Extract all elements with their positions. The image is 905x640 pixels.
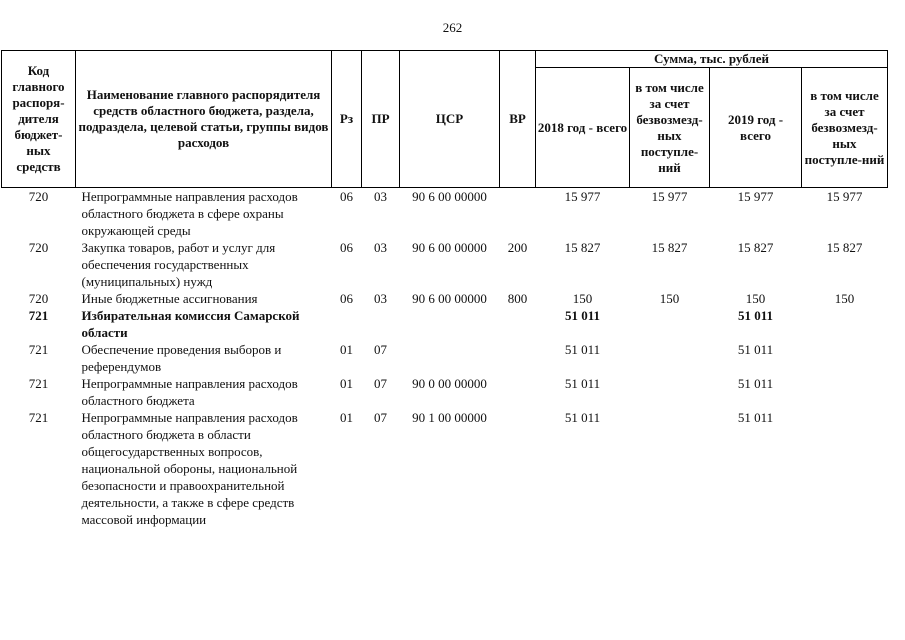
cell-vr: 800 [507,291,528,306]
cell-2019-total: 15 977 [737,189,774,204]
cell-csr: 90 0 00 00000 [412,376,487,391]
cell-pr: 03 [374,189,387,204]
cell-pr: 03 [374,240,387,255]
cell-code: 720 [28,240,49,255]
table-row [2,290,888,307]
cell-name: Непрограммные направления расходов областного бюджета в области общегосударственных вопросов, национальной обороны, национальной безопасности и правоохранительной деятельности, а также в сфере средств массовой информации [81,410,298,527]
cell-name: Обеспечение проведения выборов и референдумов [81,342,282,374]
cell-vr [500,375,536,409]
cell-2019-incl [802,307,888,341]
cell-2019-total: 51 011 [737,376,774,391]
table-row [2,409,888,528]
cell-2018-total: 51 011 [564,342,601,357]
header-2018-total: 2018 год - всего [536,68,630,188]
cell-2018-incl: 15 827 [651,240,688,255]
cell-pr: 03 [374,291,387,306]
cell-2019-total: 51 011 [737,342,774,357]
cell-code: 720 [28,291,49,306]
cell-code: 721 [28,308,49,323]
cell-name: Избирательная комиссия Самарской области [81,308,300,340]
cell-2018-incl: 15 977 [651,189,688,204]
cell-csr: 90 1 00 00000 [412,410,487,425]
cell-2018-total: 15 977 [564,189,601,204]
cell-2018-total: 150 [572,291,593,306]
table-row [2,341,888,375]
cell-2019-total: 15 827 [737,240,774,255]
header-2018-incl: в том числе за счет безвозмезд-ных поступле-ний [630,68,710,188]
cell-code: 721 [28,376,49,391]
cell-rz: 06 [340,291,353,306]
cell-2018-incl [630,409,710,528]
cell-2019-incl: 15 977 [826,189,863,204]
page-number: 262 [442,20,463,35]
cell-2018-total: 51 011 [564,410,601,425]
cell-rz [332,307,362,341]
cell-name: Непрограммные направления расходов областного бюджета в сфере охраны окружающей среды [81,189,298,238]
header-2019-incl: в том числе за счет безвозмезд-ных поступле-ний [802,68,888,188]
table-row [2,375,888,409]
cell-vr [500,307,536,341]
cell-2018-incl [630,375,710,409]
cell-csr [400,307,500,341]
cell-2018-total: 15 827 [564,240,601,255]
cell-2019-total: 51 011 [737,410,774,425]
header-2019-total: 2019 год - всего [710,68,802,188]
cell-rz: 01 [340,410,353,425]
cell-rz: 01 [340,376,353,391]
cell-csr: 90 6 00 00000 [412,291,487,306]
header-name: Наименование главного распорядителя средств областного бюджета, раздела, подраздела, целевой статьи, группы видов расходов [76,51,332,188]
cell-name: Иные бюджетные ассигнования [81,291,258,306]
header-pr: ПР [362,51,400,188]
cell-rz: 06 [340,240,353,255]
cell-2018-incl: 150 [659,291,680,306]
cell-code: 721 [28,410,49,425]
table-row [2,307,888,341]
cell-vr [500,409,536,528]
budget-table [1,50,888,528]
cell-code: 721 [28,342,49,357]
cell-2018-total: 51 011 [564,308,601,323]
cell-rz: 01 [340,342,353,357]
cell-2019-incl [802,409,888,528]
header-code: Код главного распоря-дителя бюджет-ных средств [2,51,76,188]
cell-2018-incl [630,307,710,341]
cell-csr [400,341,500,375]
cell-2019-incl: 15 827 [826,240,863,255]
header-csr: ЦСР [400,51,500,188]
cell-code: 720 [28,189,49,204]
cell-2019-incl [802,341,888,375]
table-row [2,239,888,290]
cell-rz: 06 [340,189,353,204]
header-rz: Рз [332,51,362,188]
cell-vr [500,188,536,240]
cell-2018-incl [630,341,710,375]
cell-2018-total: 51 011 [564,376,601,391]
cell-name: Закупка товаров, работ и услуг для обеспечения государственных (муниципальных) нужд [81,240,276,289]
cell-vr: 200 [507,240,528,255]
cell-pr: 07 [374,342,387,357]
cell-pr: 07 [374,376,387,391]
table-row [2,188,888,240]
cell-name: Непрограммные направления расходов областного бюджета [81,376,298,408]
cell-csr: 90 6 00 00000 [412,240,487,255]
cell-pr: 07 [374,410,387,425]
header-sum: Сумма, тыс. рублей [536,51,888,68]
cell-2019-total: 51 011 [737,308,774,323]
cell-csr: 90 6 00 00000 [412,189,487,204]
cell-2019-total: 150 [745,291,766,306]
cell-pr [362,307,400,341]
cell-vr [500,341,536,375]
cell-2019-incl: 150 [834,291,855,306]
cell-2019-incl [802,375,888,409]
header-vr: ВР [500,51,536,188]
